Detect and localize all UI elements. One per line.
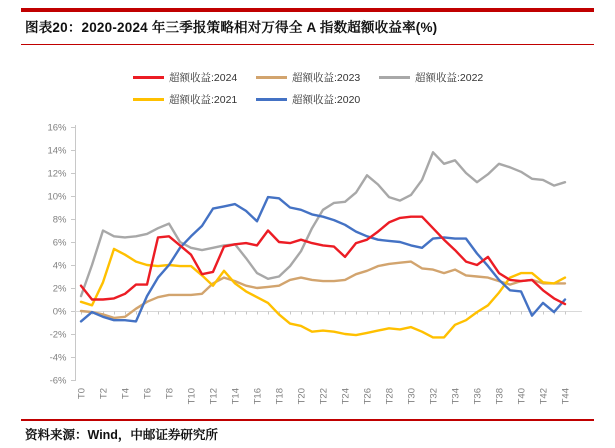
legend-label: 超额收益:2021	[169, 93, 238, 106]
y-axis-label: 10%	[47, 191, 67, 203]
x-axis-label: T32	[428, 388, 440, 405]
y-axis-label: 14%	[47, 145, 67, 157]
x-axis-label: T36	[472, 388, 484, 405]
y-axis-label: 12%	[47, 168, 67, 180]
y-axis-label: 0%	[52, 306, 67, 318]
y-axis-label: 6%	[52, 237, 67, 249]
x-axis-label: T44	[560, 388, 572, 405]
y-axis-label: 16%	[47, 122, 67, 134]
y-axis-label: -2%	[49, 329, 67, 341]
x-axis-label: T34	[450, 388, 462, 405]
x-axis-label: T20	[296, 388, 308, 405]
x-axis-label: T6	[142, 388, 154, 400]
x-axis-label: T30	[406, 388, 418, 405]
legend-label: 超额收益:2022	[415, 71, 484, 84]
x-axis-label: T26	[362, 388, 374, 405]
legend-label: 超额收益:2023	[292, 71, 361, 84]
y-axis-label: 2%	[52, 283, 67, 295]
x-axis-label: T0	[76, 388, 88, 400]
x-axis-label: T24	[340, 388, 352, 405]
x-axis-label: T12	[208, 388, 220, 405]
figure-title: 图表20：2020-2024 年三季报策略相对万得全 A 指数超额收益率(%)	[25, 20, 438, 35]
x-axis-label: T2	[98, 388, 110, 400]
x-axis-label: T18	[274, 388, 286, 405]
x-axis-label: T22	[318, 388, 330, 405]
x-axis-label: T8	[164, 388, 176, 400]
x-axis-label: T42	[538, 388, 550, 405]
x-axis-label: T28	[384, 388, 396, 405]
x-axis-label: T14	[230, 388, 242, 405]
y-axis-label: -4%	[49, 352, 67, 364]
y-axis-label: 4%	[52, 260, 67, 272]
legend-label: 超额收益:2020	[292, 93, 361, 106]
y-axis-label: -6%	[49, 375, 67, 387]
series-line-2022	[81, 152, 565, 296]
x-axis-label: T38	[494, 388, 506, 405]
footer-rule	[21, 419, 594, 421]
data-source-note: 资料来源：Wind，中邮证券研究所	[25, 428, 218, 442]
x-axis-label: T40	[516, 388, 528, 405]
y-axis-label: 8%	[52, 214, 67, 226]
legend-label: 超额收益:2024	[169, 71, 238, 84]
x-axis-label: T10	[186, 388, 198, 405]
x-axis-label: T16	[252, 388, 264, 405]
x-axis-label: T4	[120, 388, 132, 400]
